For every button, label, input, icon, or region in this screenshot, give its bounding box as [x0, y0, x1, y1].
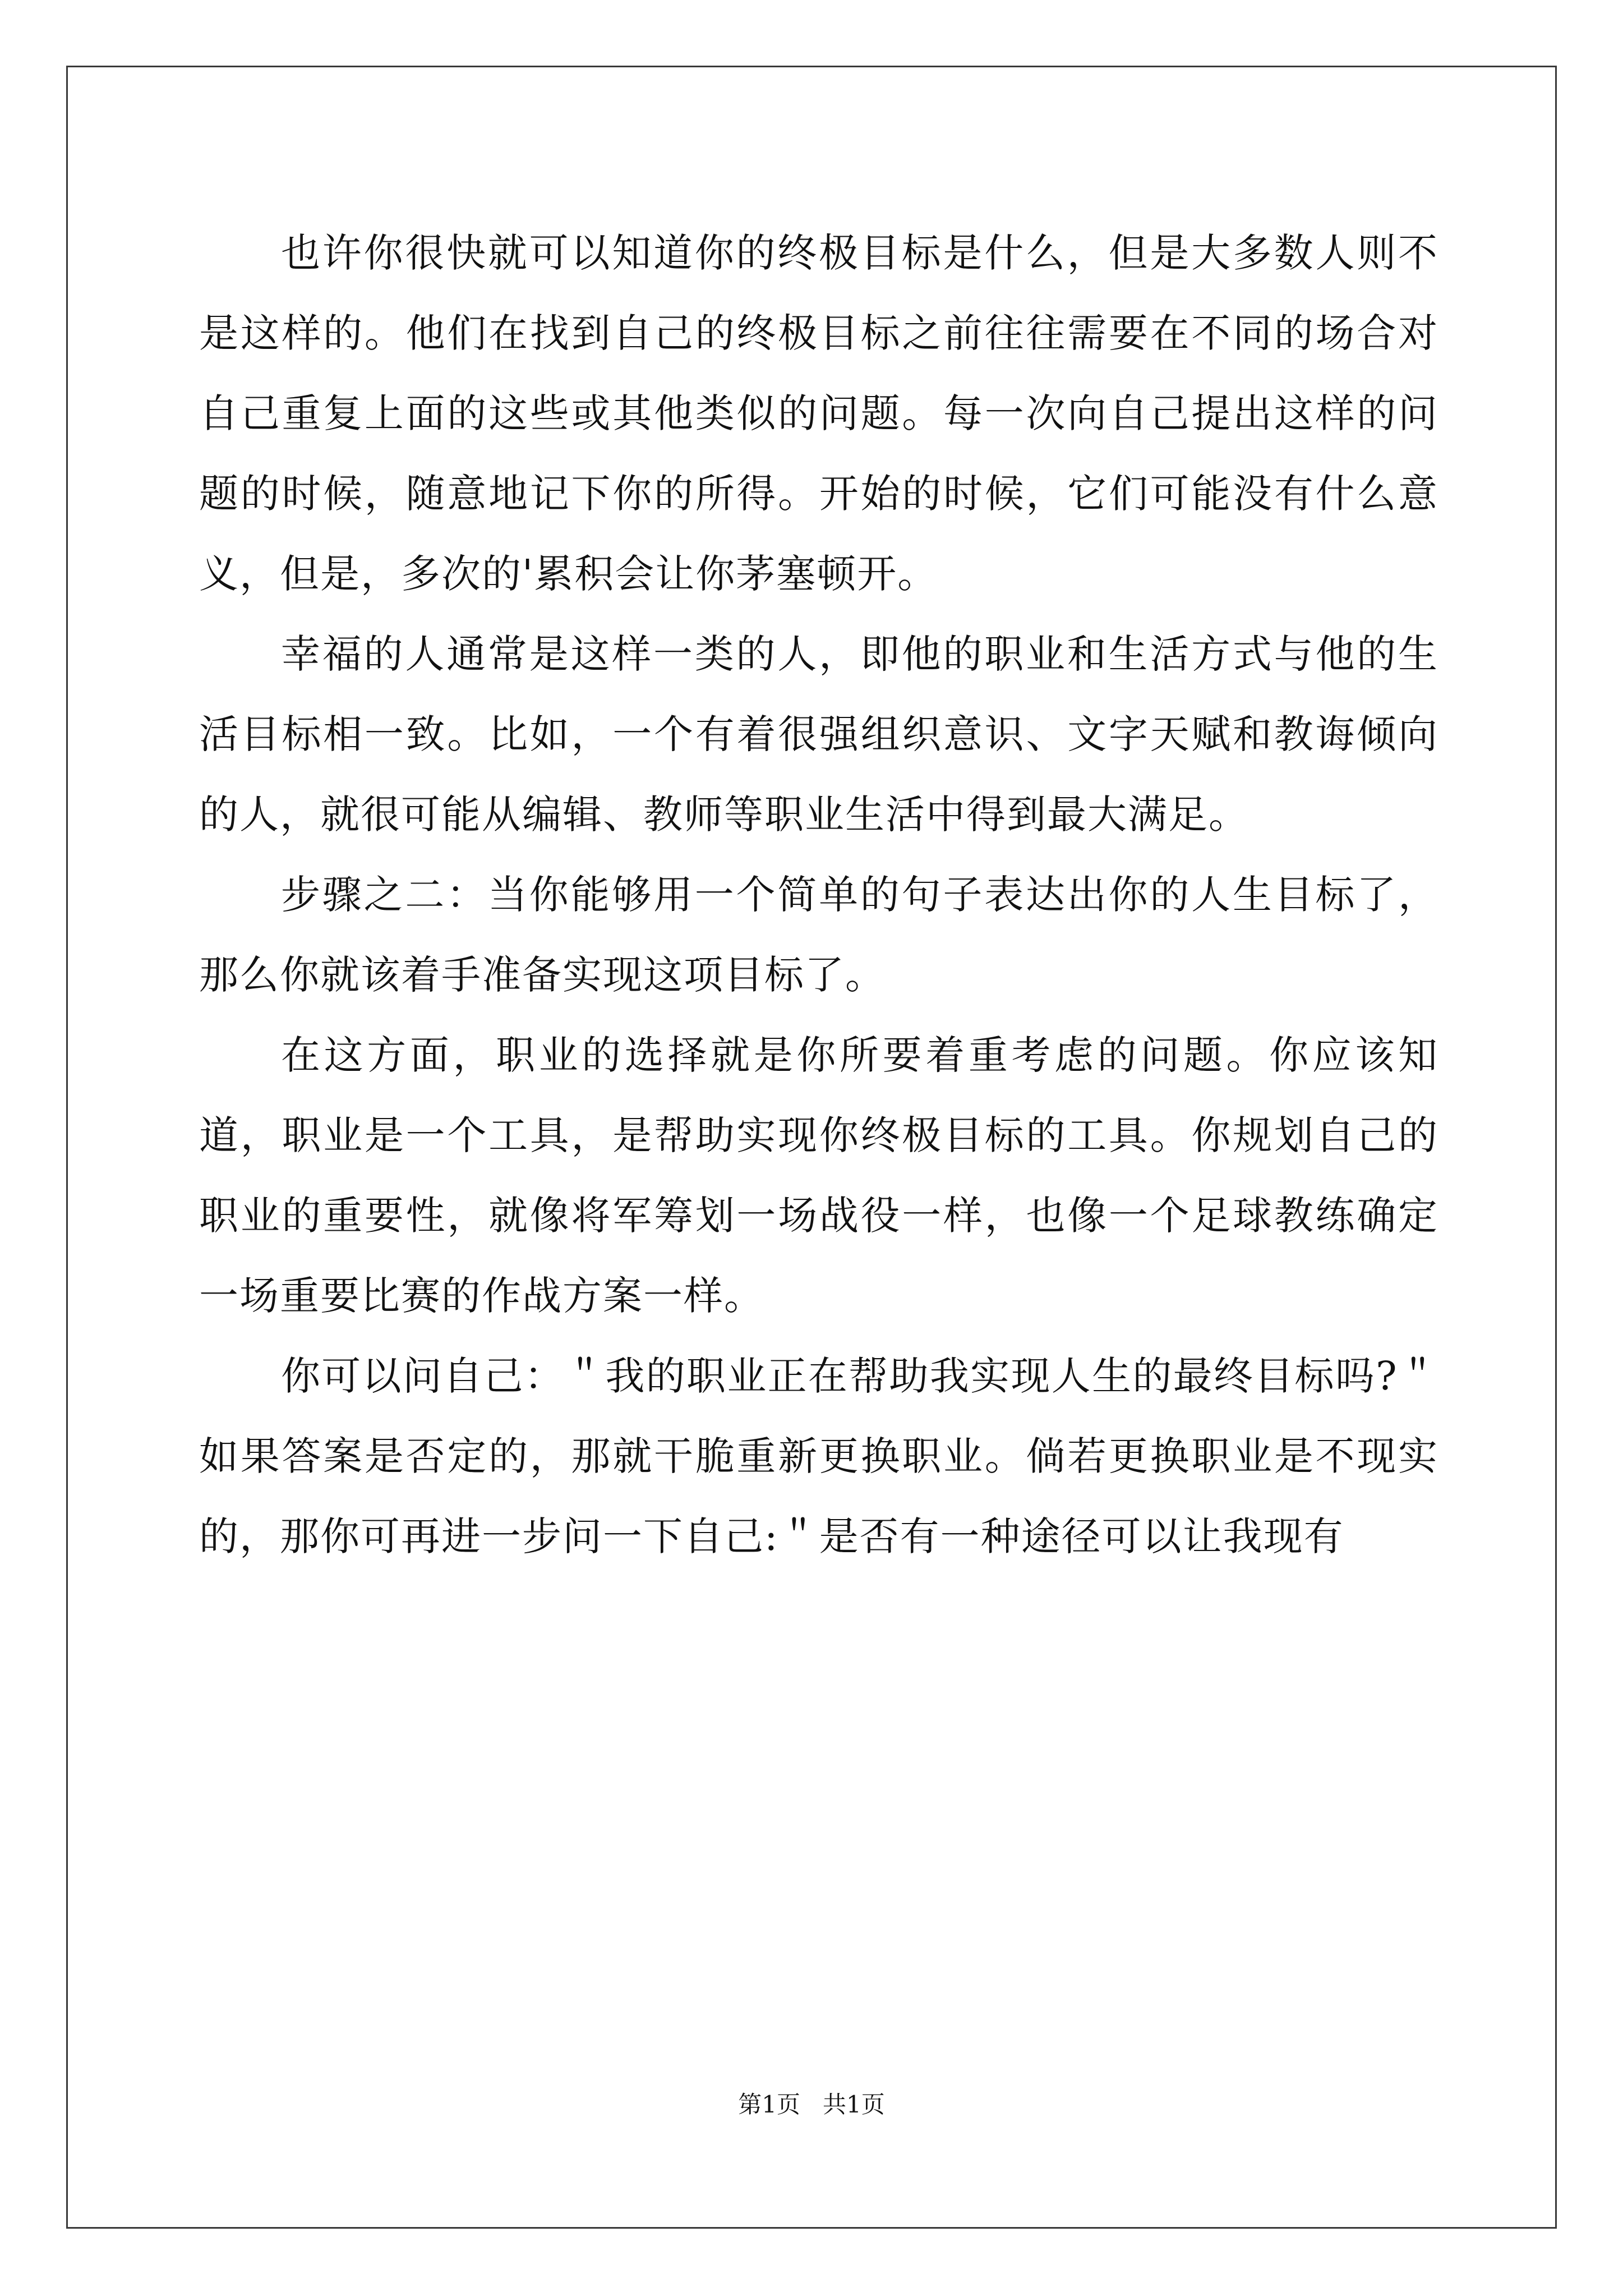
document-body: [199, 213, 1438, 1577]
paragraph-5: 你可以问自己：＂我的职业正在帮助我实现人生的最终目标吗?＂如果答案是否定的，那就干脆重新更换职业。倘若更换职业是不现实的，那你可再进一步问一下自己:＂是否有一种途径可以让我现有: [199, 1353, 1438, 1559]
paragraph-1: 也许你很快就可以知道你的终极目标是什么，但是大多数人则不是这样的。他们在找到自己的终极目标之前往往需要在不同的场合对自己重复上面的这些或其他类似的问题。每一次向自己提出这样的问题的时候，随意地记下你的所得。开始的时候，它们可能没有什么意义，但是，多次的'累积会让你茅塞顿开。: [199, 230, 1438, 597]
page-number-footer: 第1页 共1页: [738, 2091, 885, 2118]
paragraph-2: 幸福的人通常是这样一类的人，即他的职业和生活方式与他的生活目标相一致。比如，一个有着很强组织意识、文字天赋和教诲倾向的人，就很可能从编辑、教师等职业生活中得到最大满足。: [199, 631, 1438, 838]
paragraph-3: 步骤之二：当你能够用一个简单的句子表达出你的人生目标了，那么你就该着手准备实现这项目标了。: [199, 872, 1438, 998]
paragraph-4: 在这方面，职业的选择就是你所要着重考虑的问题。你应该知道，职业是一个工具，是帮助实现你终极目标的工具。你规划自己的职业的重要性，就像将军筹划一场战役一样，也像一个足球教练确定一场重要比赛的作战方案一样。: [199, 1032, 1438, 1319]
